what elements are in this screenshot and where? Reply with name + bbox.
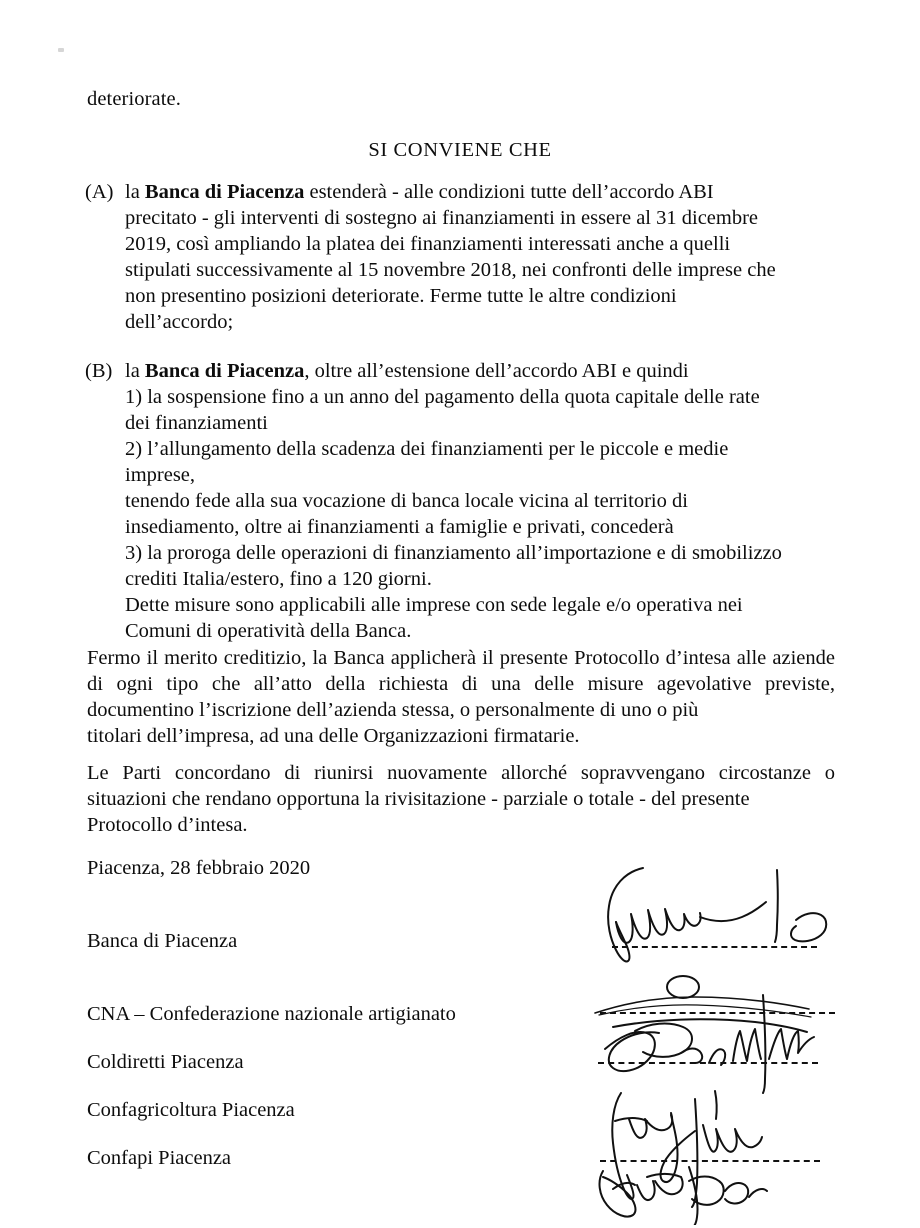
paragraph-parti-body: Le Parti concordano di riunirsi nuovamente allorché sopravvengano circostanze o situazioni che rendano opportuna la rivisitazione - parziale o totale - del presente [87, 762, 835, 810]
clause-b-line-7: 3) la proroga delle operazioni di finanziamento all’importazione e di smobilizzo [125, 542, 782, 564]
signatory-label-confapi: Confapi Piacenza [87, 1147, 232, 1169]
paragraph-parti [87, 760, 835, 838]
signature-rule-2 [600, 1012, 835, 1014]
page-heading: SI CONVIENE CHE [368, 139, 552, 161]
handwritten-signature-banca [585, 862, 835, 972]
clause-a-line-2: 2019, così ampliando la platea dei finanziamenti interessati anche a quelli [125, 233, 731, 255]
clause-a-text [125, 179, 835, 335]
handwritten-signature-confagricoltura-confapi [585, 1085, 845, 1225]
signature-rule-1 [612, 946, 817, 948]
clause-a [85, 179, 835, 335]
signatory-label-banca: Banca di Piacenza [87, 930, 238, 952]
paragraph-credito-last-line: titolari dell’impresa, ad una delle Organizzazioni firmatarie. [87, 725, 580, 747]
clause-b [85, 358, 835, 644]
scan-speck-artifact [58, 48, 64, 52]
clause-b-marker: (B) [85, 360, 113, 382]
paragraph-credito-body: Fermo il merito creditizio, la Banca applicherà il presente Protocollo d’intesa alle aziende di ogni tipo che all’atto della richiesta di una delle misure agevolative previste, documentino l’iscrizione dell’azienda stessa, o personalmente di uno o più [87, 647, 835, 721]
handwritten-signature-cna-coldiretti [585, 975, 845, 1100]
lead-paragraph: deteriorate. [87, 88, 181, 110]
paragraph-credito [87, 645, 835, 749]
paragraph-parti-last-line: Protocollo d’intesa. [87, 814, 248, 836]
signatory-label-cna: CNA – Confederazione nazionale artigianato [87, 1003, 456, 1025]
clause-a-line-3: stipulati successivamente al 15 novembre 2018, nei confronti delle imprese che [125, 259, 776, 281]
dateline: Piacenza, 28 febbraio 2020 [87, 857, 311, 879]
clause-b-text [125, 358, 835, 644]
clause-a-line-5: dell’accordo; [125, 311, 234, 333]
signatory-label-confagricoltura: Confagricoltura Piacenza [87, 1099, 295, 1121]
clause-b-line-10: Comuni di operatività della Banca. [125, 620, 412, 642]
clause-b-line-5: tenendo fede alla sua vocazione di banca locale vicina al territorio di [125, 490, 688, 512]
clause-a-marker: (A) [85, 181, 114, 203]
clause-a-line-1: precitato - gli interventi di sostegno ai finanziamenti in essere al 31 dicembre [125, 207, 759, 229]
clause-b-line-8: crediti Italia/estero, fino a 120 giorni. [125, 568, 432, 590]
clause-b-line-1: 1) la sospensione fino a un anno del pagamento della quota capitale delle rate [125, 386, 760, 408]
clause-b-line-3: 2) l’allungamento della scadenza dei finanziamenti per le piccole e medie [125, 438, 729, 460]
clause-b-line-0: la Banca di Piacenza, oltre all’estensione dell’accordo ABI e quindi [125, 360, 689, 382]
clause-b-line-2: dei finanziamenti [125, 412, 268, 434]
clause-a-line-4: non presentino posizioni deteriorate. Ferme tutte le altre condizioni [125, 285, 677, 307]
signatory-label-coldiretti: Coldiretti Piacenza [87, 1051, 244, 1073]
clause-b-line-9: Dette misure sono applicabili alle imprese con sede legale e/o operativa nei [125, 594, 743, 616]
signature-rule-3 [598, 1062, 818, 1064]
clause-a-line-0: la Banca di Piacenza estenderà - alle condizioni tutte dell’accordo ABI [125, 181, 714, 203]
clause-b-line-6: insediamento, oltre ai finanziamenti a famiglie e privati, concederà [125, 516, 674, 538]
clause-b-line-4: imprese, [125, 464, 196, 486]
signature-rule-4 [600, 1160, 820, 1162]
